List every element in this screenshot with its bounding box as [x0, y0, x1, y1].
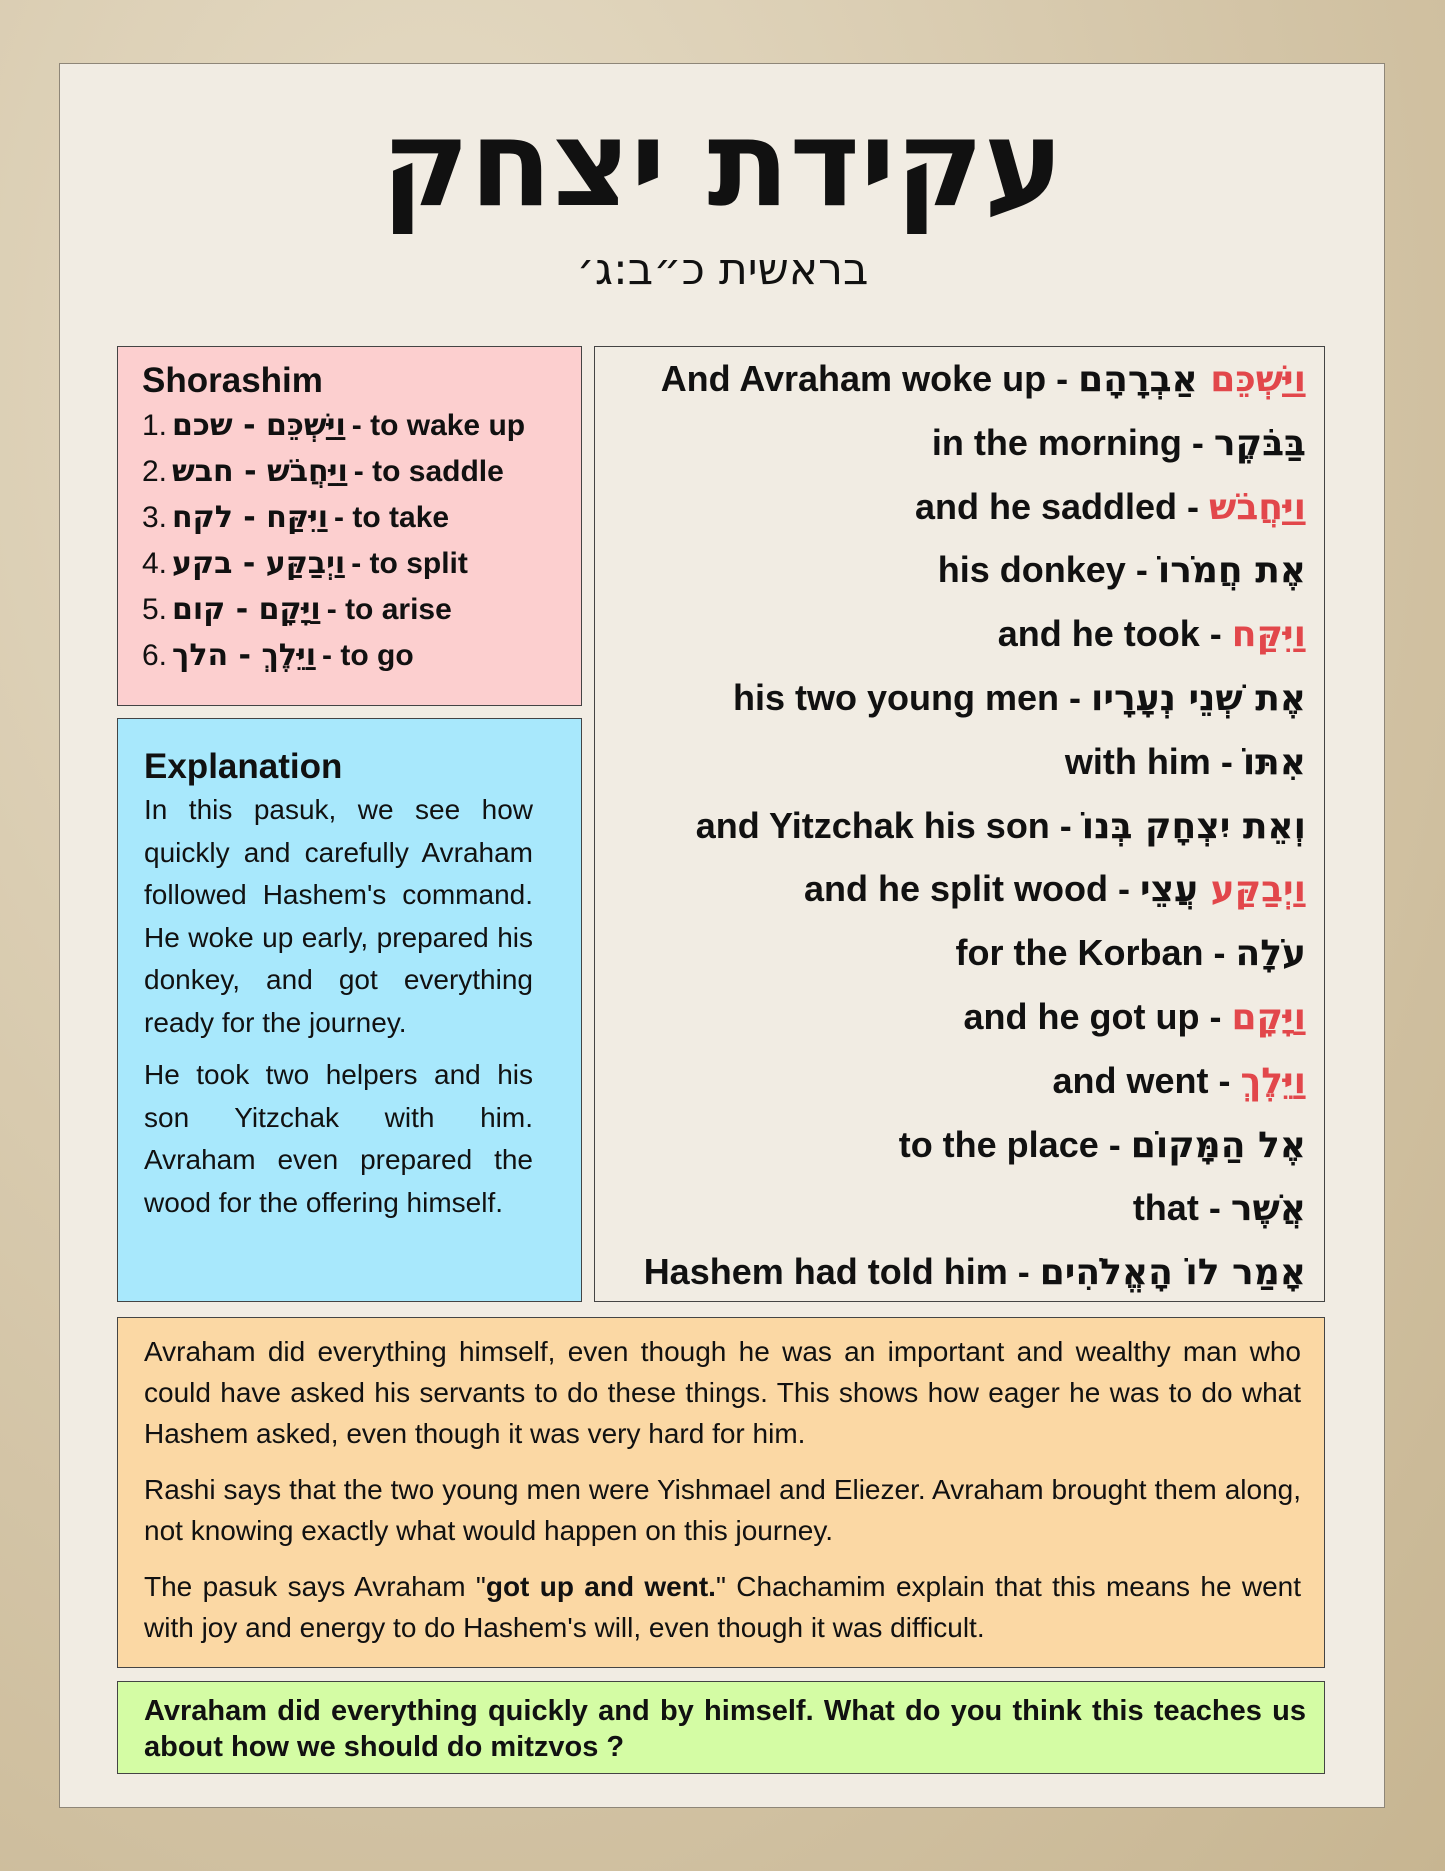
translation-hebrew-text: אֲשֶׁר — [1230, 1188, 1306, 1230]
shoresh-root: הלך — [172, 638, 229, 673]
shoresh-root: קום — [172, 592, 226, 627]
translation-row: and he split wood - וַיְבַקַּע עֲצֵי — [804, 868, 1306, 911]
shoresh-meaning: - to split — [351, 547, 468, 580]
translation-row: in the morning - בַּבֹּקֶר — [931, 421, 1306, 464]
shoresh-word: וַיָּקָם — [258, 592, 321, 627]
translation-hebrew — [1158, 550, 1306, 591]
translation-row: for the Korban - עֹלָה — [955, 932, 1306, 975]
commentary-paragraph: Avraham did everything himself, even though he was an important and wealthy man who could have asked his servants to do these things. This shows how eager he was to do what Hashem asked, even though it was very hard for him. — [144, 1336, 1301, 1449]
shoresh-word: וַיְבַקַּע — [265, 546, 346, 581]
translation-english: his donkey — [937, 549, 1126, 591]
translation-hebrew-highlight: וַיִּקַּח — [1231, 614, 1306, 656]
shoresh-item — [142, 633, 581, 679]
translation-english: with him — [1064, 740, 1211, 782]
translation-hebrew-text: עֲצֵי — [1140, 869, 1199, 911]
translation-hebrew-text: אָמַר לוֹ הָאֱלֹהִים — [1039, 1252, 1306, 1294]
translation-row: and Yitzchak his son - וְאֵת יִצְחָק בְּנוֹ — [695, 804, 1306, 847]
shoresh-meaning-text: to take — [352, 501, 450, 534]
translation-english: his two young men — [733, 676, 1060, 718]
translation-hebrew — [1040, 1252, 1306, 1293]
shoresh-root: בקע — [172, 546, 233, 581]
translation-english: and Yitzchak his son — [695, 804, 1050, 846]
shoresh-meaning-text: to arise — [345, 593, 452, 626]
translation-hebrew-text: עֹלָה — [1235, 933, 1306, 975]
translation-hebrew — [1078, 359, 1306, 400]
shoresh-sep: - — [232, 408, 266, 443]
translation-hebrew-highlight: וַיַּשְׁכֵּם — [1210, 359, 1306, 400]
translation-hebrew-text: בַּבֹּקֶר — [1213, 422, 1306, 464]
translation-row: Hashem had told him - אָמַר לוֹ הָאֱלֹהִים — [643, 1251, 1306, 1294]
translation-list — [595, 347, 1306, 1304]
shoresh-meaning: - to saddle — [353, 455, 504, 488]
translation-hebrew — [1082, 806, 1306, 847]
translation-english: and went — [1052, 1059, 1209, 1101]
shoresh-root: לקח — [172, 500, 233, 535]
explanation-paragraph: In this pasuk, we see how quickly and carefully Avraham followed Hashem's command. He woke up early, prepared his donkey, and got everything ready for the journey. — [144, 794, 533, 1038]
translation-english: for the Korban — [955, 932, 1204, 974]
translation-box — [594, 346, 1325, 1302]
shoresh-number: 5. — [142, 593, 168, 626]
translation-english: that — [1132, 1187, 1199, 1229]
shoresh-number: 6. — [142, 639, 168, 672]
translation-english: in the morning — [931, 421, 1182, 463]
shorashim-box — [117, 346, 582, 706]
page-title: עקידת יצחק — [381, 95, 1064, 234]
explanation-box — [117, 718, 582, 1302]
translation-hebrew-highlight: וַיַּחֲבֹשׁ — [1209, 486, 1306, 528]
shoresh-meaning: - to wake up — [351, 409, 526, 442]
translation-hebrew — [1140, 869, 1306, 910]
shoresh-sep: - — [232, 500, 267, 535]
translation-row: to the place - אֶל הַמָּקוֹם — [898, 1123, 1306, 1166]
translation-english: and he took — [997, 613, 1200, 655]
translation-hebrew-highlight: וַיְבַקַּע — [1210, 869, 1306, 911]
commentary-paragraph — [144, 1566, 1301, 1648]
shoresh-sep: - — [232, 546, 266, 581]
discussion-question: Avraham did everything quickly and by himself. What do you think this teaches us about how we should do mitzvos ? — [144, 1695, 1306, 1763]
translation-hebrew — [1240, 1061, 1306, 1102]
translation-row: And Avraham woke up - וַיַּשְׁכֵּם אַבְרָהָם — [660, 358, 1306, 400]
explanation-heading: Explanation — [144, 747, 343, 786]
shoresh-item — [142, 403, 581, 449]
commentary-text: " Chachamim explain that this means he went with joy and energy to do Hashem's will, even though it was difficult. — [144, 1571, 1301, 1643]
commentary-text: The pasuk says Avraham " — [144, 1571, 486, 1602]
translation-english: to the place — [898, 1123, 1099, 1165]
translation-row: that - אֲשֶׁר — [1132, 1187, 1306, 1230]
commentary-paragraph: Rashi says that the two young men were Yishmael and Eliezer. Avraham brought them along, not knowing exactly what would happen on this journey. — [144, 1474, 1301, 1546]
shoresh-number: 1. — [142, 409, 168, 442]
shoresh-word: וַיַּחֲבֹשׁ — [267, 454, 348, 489]
translation-hebrew — [1214, 423, 1306, 464]
translation-row: and he took - וַיִּקַּח — [997, 613, 1306, 656]
shoresh-root: שכם — [172, 408, 233, 443]
shoresh-meaning: - to go — [322, 639, 414, 672]
translation-hebrew — [1232, 614, 1306, 655]
translation-hebrew-highlight: וַיֵּלֶךְ — [1240, 1060, 1306, 1102]
translation-hebrew-text: אִתּוֹ — [1242, 741, 1306, 783]
translation-row: with him - אִתּוֹ — [1064, 740, 1306, 783]
explanation-paragraph: He took two helpers and his son Yitzchak with him. Avraham even prepared the wood for the offering himself. — [144, 1059, 533, 1218]
shoresh-item — [142, 449, 581, 495]
question-box — [117, 1681, 1325, 1774]
translation-row: and he got up - וַיָּקָם — [963, 995, 1306, 1038]
shoresh-item — [142, 541, 581, 587]
translation-hebrew — [1091, 678, 1306, 719]
translation-hebrew-text: אַבְרָהָם — [1078, 359, 1198, 400]
shoresh-meaning-text: to saddle — [372, 455, 504, 488]
translation-hebrew — [1209, 487, 1306, 528]
shorashim-list — [142, 403, 581, 679]
commentary-box — [117, 1317, 1325, 1668]
page-subtitle: בראשית כ״ב:ג׳ — [576, 244, 869, 295]
shoresh-word: וַיִּקַּח — [266, 500, 329, 535]
shoresh-item — [142, 587, 581, 633]
translation-row: and he saddled - וַיַּחֲבֹשׁ — [914, 485, 1306, 528]
shoresh-meaning-text: to wake up — [370, 409, 526, 442]
translation-row: and went - וַיֵּלֶךְ — [1052, 1059, 1306, 1102]
translation-hebrew — [1236, 933, 1307, 974]
translation-row: his donkey - אֶת חֲמֹרוֹ — [937, 549, 1306, 592]
commentary-emphasis: got up and went. — [485, 1571, 716, 1602]
shoresh-meaning: - to take — [334, 501, 450, 534]
translation-english: and he saddled — [914, 485, 1178, 527]
shoresh-meaning: - to arise — [326, 593, 452, 626]
translation-hebrew — [1231, 997, 1306, 1038]
shoresh-word: וַיֵּלֶךְ — [261, 638, 317, 673]
shoresh-number: 4. — [142, 547, 168, 580]
translation-english: and he got up — [963, 995, 1200, 1037]
translation-row: his two young men - אֶת שְׁנֵי נְעָרָיו — [733, 676, 1306, 719]
shoresh-sep: - — [228, 638, 262, 673]
translation-hebrew — [1243, 742, 1306, 783]
shoresh-number: 2. — [142, 455, 168, 488]
shoresh-sep: - — [225, 592, 259, 627]
translation-hebrew — [1231, 1188, 1306, 1229]
translation-english: Hashem had told him — [643, 1251, 1008, 1293]
shoresh-root: חבש — [172, 454, 234, 489]
translation-hebrew-text: אֶת שְׁנֵי נְעָרָיו — [1091, 677, 1306, 719]
translation-hebrew-text: אֶל הַמָּקוֹם — [1130, 1124, 1306, 1166]
translation-english: and he split wood — [804, 868, 1109, 910]
translation-hebrew-text: וְאֵת יִצְחָק בְּנוֹ — [1081, 805, 1306, 847]
shoresh-sep: - — [233, 454, 267, 489]
shoresh-word: וַיַּשְׁכֵּם — [265, 408, 346, 443]
shoresh-meaning-text: to go — [340, 639, 414, 672]
shoresh-number: 3. — [142, 501, 168, 534]
shoresh-meaning-text: to split — [369, 547, 468, 580]
translation-hebrew — [1131, 1125, 1306, 1166]
translation-hebrew-highlight: וַיָּקָם — [1231, 996, 1306, 1038]
shorashim-heading: Shorashim — [142, 361, 323, 400]
shoresh-item — [142, 495, 581, 541]
translation-english: And Avraham woke up — [660, 358, 1047, 399]
translation-hebrew-text: אֶת חֲמֹרוֹ — [1157, 550, 1306, 592]
